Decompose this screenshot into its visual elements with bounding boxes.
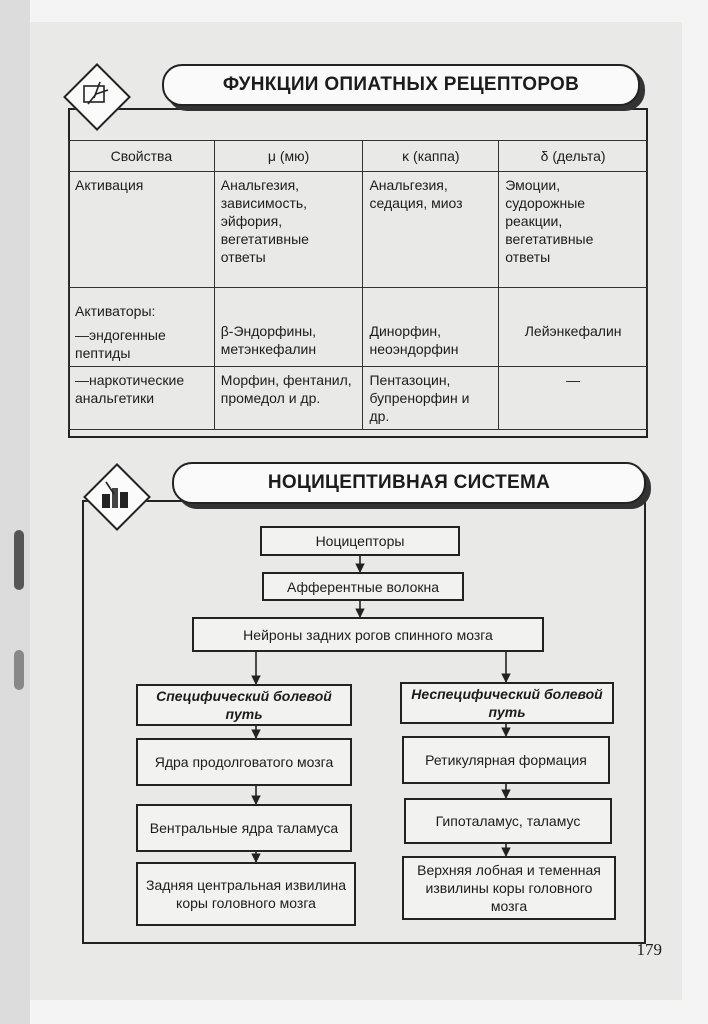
frontal-parietal-cortex-box bbox=[402, 856, 616, 920]
dorsal-horn-box bbox=[192, 617, 544, 652]
box-text: Афферентные волокна bbox=[286, 578, 440, 595]
box-text: Ядра продолговатого мозга bbox=[154, 754, 334, 770]
box-text: Ретикулярная формация bbox=[425, 752, 587, 768]
cell-kappa: Анальгезия, седация, миоз bbox=[363, 172, 499, 288]
cell-kappa: Динорфин, неоэндорфин bbox=[363, 288, 499, 367]
cell-mu: Анальгезия, зависимость, эйфория, вегетативные ответы bbox=[214, 172, 363, 288]
row-label: Активация bbox=[69, 172, 215, 288]
cell-mu: β-Эндорфины, метэнкефалин bbox=[214, 288, 363, 367]
afferent-fibers-box bbox=[262, 572, 464, 601]
header-cell: μ (мю) bbox=[214, 141, 363, 172]
cell-mu: Морфин, фентанил, промедол и др. bbox=[214, 367, 363, 430]
medulla-nuclei-box bbox=[136, 738, 352, 786]
opiate-title-text: ФУНКЦИИ ОПИАТНЫХ РЕЦЕПТОРОВ bbox=[222, 74, 580, 95]
header-cell: κ (каппа) bbox=[363, 141, 499, 172]
box-text: Нейроны задних рогов спинного мозга bbox=[243, 626, 493, 643]
cell-delta: Эмоции, судорожные реакции, вегетативные ответы bbox=[499, 172, 648, 288]
box-text: Вентральные ядра таламуса bbox=[149, 820, 339, 836]
cell-kappa: Пентазоцин, бупренорфин и др. bbox=[363, 367, 499, 430]
thalamus-ventral-nuclei-box bbox=[136, 804, 352, 852]
box-text: Задняя центральная извилина коры головного мозга bbox=[145, 877, 346, 911]
hypothalamus-thalamus-box bbox=[404, 798, 612, 844]
endogenous-label: —эндогенные пептиды bbox=[75, 327, 166, 361]
box-text: Гипоталамус, таламус bbox=[435, 813, 581, 829]
box-text: Верхняя лобная и теменная извилины коры головного мозга bbox=[417, 862, 601, 914]
box-text: Ноцицепторы bbox=[315, 533, 405, 549]
reticular-formation-box bbox=[402, 736, 610, 784]
activators-label: Активаторы: bbox=[75, 303, 156, 319]
page-number: 179 bbox=[636, 940, 662, 959]
nociceptive-title-text: НОЦИЦЕПТИВНАЯ СИСТЕМА bbox=[267, 472, 551, 493]
postcentral-gyrus-box bbox=[136, 862, 356, 926]
header-cell: Свойства bbox=[69, 141, 215, 172]
header-cell: δ (дельта) bbox=[499, 141, 648, 172]
specific-pain-path-box bbox=[136, 684, 352, 726]
box-text: Специфический болевой путь bbox=[156, 688, 332, 722]
cell-delta: — bbox=[499, 367, 648, 430]
row-label: —наркотические анальгетики bbox=[69, 367, 215, 430]
box-text: Неспецифический болевой путь bbox=[411, 686, 603, 720]
cell-delta: Лейэнкефалин bbox=[499, 288, 648, 367]
nonspecific-pain-path-box bbox=[400, 682, 614, 724]
nociceptors-box bbox=[260, 526, 460, 556]
